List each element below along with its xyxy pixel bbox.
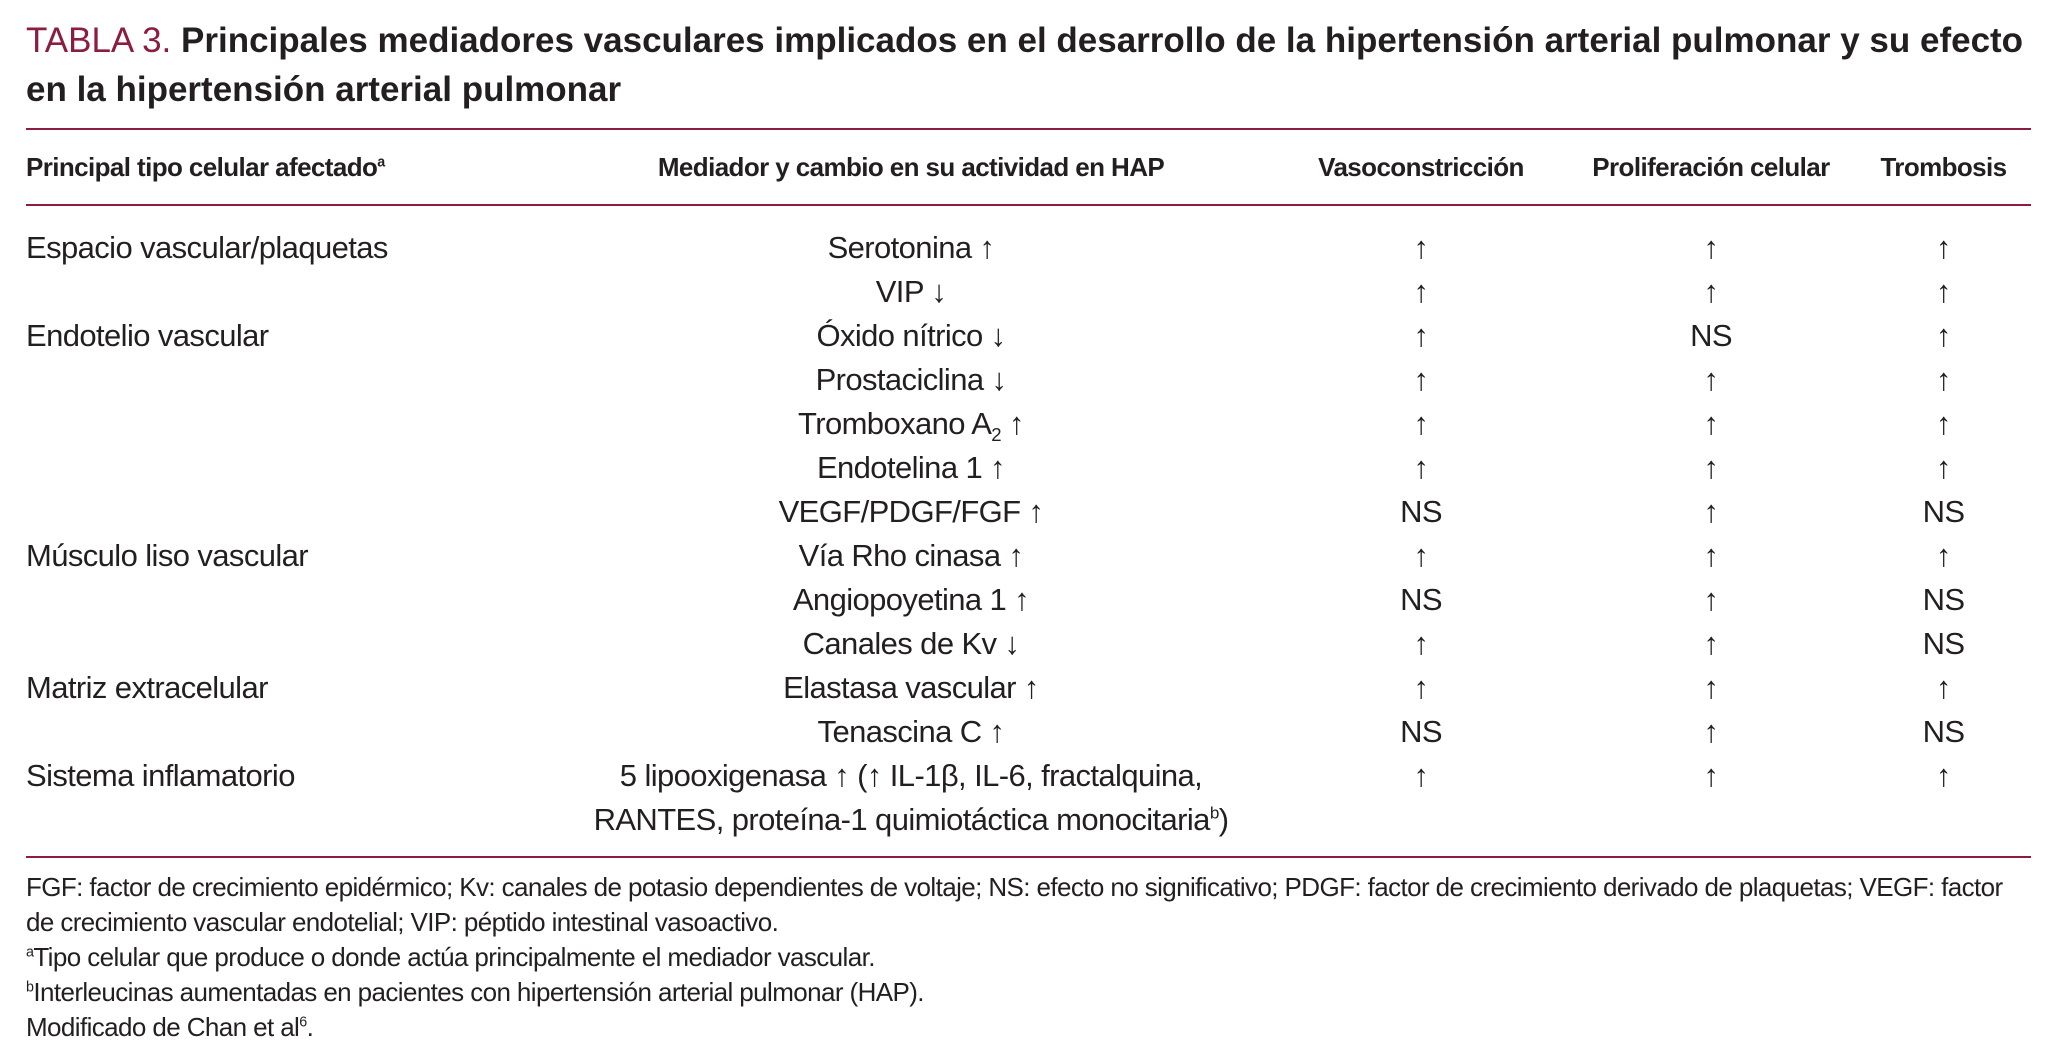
cell-thrombosis: NS — [1922, 582, 1965, 617]
table-row — [26, 710, 2031, 754]
cell-mediator: Serotonina ↑ — [827, 230, 995, 265]
cell-vasoconstriction: ↑ — [1413, 626, 1429, 661]
cell-type: Matriz extracelular — [26, 670, 268, 705]
table-row — [26, 490, 2031, 534]
cell-proliferation: ↑ — [1703, 274, 1719, 309]
cell-type — [26, 446, 546, 490]
cell-thrombosis: NS — [1922, 494, 1965, 529]
table-body — [26, 205, 2031, 857]
cell-mediator: Angiopoyetina 1 ↑ — [792, 582, 1030, 617]
cell-thrombosis: ↑ — [1936, 318, 1951, 353]
cell-thrombosis: ↑ — [1936, 274, 1951, 309]
cell-vasoconstriction: ↑ — [1413, 450, 1429, 485]
cell-mediator: 5 lipooxigenasa ↑ (↑ IL-1β, IL-6, fractalquina, RANTES, proteína-1 quimiotáctica monocitaria$^b$) — [593, 758, 1229, 837]
cell-type: Espacio vascular/plaquetas — [26, 230, 388, 265]
cell-vasoconstriction: NS — [1400, 582, 1442, 617]
table-footnotes — [26, 870, 2031, 1045]
mediators-table — [26, 130, 2031, 858]
cell-proliferation: ↑ — [1703, 494, 1719, 529]
cell-mediator: Canales de Kv ↓ — [802, 626, 1020, 661]
cell-mediator: VEGF/PDGF/FGF ↑ — [778, 494, 1044, 529]
cell-type — [26, 578, 546, 622]
table-row — [26, 754, 2031, 857]
cell-proliferation: ↑ — [1703, 582, 1719, 617]
footnote-abbreviations: FGF: factor de crecimiento epidérmico; Kv: canales de potasio dependientes de voltaje; NS: efecto no significativo; PDGF: factor de crecimiento derivado de plaquetas; VEGF: factor de crecimiento vascular endotelial; VIP: péptido intestinal vasoactivo. — [26, 872, 2003, 937]
cell-thrombosis: NS — [1922, 714, 1965, 749]
cell-proliferation: ↑ — [1703, 362, 1719, 397]
cell-type — [26, 622, 546, 666]
cell-vasoconstriction: ↑ — [1413, 670, 1429, 705]
cell-proliferation: ↑ — [1703, 758, 1719, 793]
cell-proliferation: ↑ — [1703, 538, 1719, 573]
cell-mediator: Vía Rho cinasa ↑ — [798, 538, 1024, 573]
table-row — [26, 314, 2031, 358]
footnote-a: $^a$Tipo celular que produce o donde actúa principalmente el mediador vascular. — [26, 942, 875, 972]
footnote-source: Modificado de Chan et $al^6$. — [26, 1012, 314, 1042]
cell-mediator: Tenascina C ↑ — [817, 714, 1005, 749]
header-vasoconstriction: Vasoconstricción — [1318, 151, 1524, 182]
table-row — [26, 402, 2031, 446]
table-row — [26, 270, 2031, 314]
cell-type: Músculo liso vascular — [26, 538, 309, 573]
cell-mediator: Prostaciclina ↓ — [815, 362, 1007, 397]
cell-proliferation: NS — [1690, 318, 1732, 353]
cell-vasoconstriction: ↑ — [1413, 538, 1429, 573]
cell-thrombosis: NS — [1922, 626, 1965, 661]
cell-vasoconstriction: ↑ — [1413, 406, 1429, 441]
header-cell-type: Principal tipo celular afectado$^a$ — [26, 151, 385, 182]
cell-type: Endotelio vascular — [26, 318, 269, 353]
cell-type: Sistema inflamatorio — [26, 758, 295, 793]
header-thrombosis: Trombosis — [1880, 151, 2007, 182]
table-header — [26, 130, 2031, 205]
table-row — [26, 205, 2031, 270]
cell-mediator: Óxido nítrico ↓ — [816, 318, 1006, 353]
cell-mediator: VIP ↓ — [875, 274, 947, 309]
cell-type — [26, 402, 546, 446]
cell-proliferation: ↑ — [1703, 450, 1719, 485]
cell-thrombosis: ↑ — [1936, 670, 1951, 705]
footnote-b: $^b$Interleucinas aumentadas en pacientes con hipertensión arterial pulmonar (HAP). — [26, 977, 924, 1007]
cell-type — [26, 358, 546, 402]
table-row — [26, 446, 2031, 490]
table-label: TABLA 3. — [26, 21, 172, 60]
cell-proliferation: ↑ — [1703, 626, 1719, 661]
cell-vasoconstriction: ↑ — [1413, 362, 1429, 397]
cell-mediator: Endotelina 1 ↑ — [816, 450, 1006, 485]
cell-vasoconstriction: ↑ — [1413, 758, 1429, 793]
cell-proliferation: ↑ — [1703, 714, 1719, 749]
table-row — [26, 578, 2031, 622]
cell-thrombosis: ↑ — [1936, 230, 1951, 265]
cell-type — [26, 490, 546, 534]
table-row — [26, 666, 2031, 710]
cell-vasoconstriction: ↑ — [1413, 274, 1429, 309]
cell-thrombosis: ↑ — [1936, 450, 1951, 485]
cell-proliferation: ↑ — [1703, 670, 1719, 705]
header-proliferation: Proliferación celular — [1592, 151, 1830, 182]
table-row — [26, 534, 2031, 578]
cell-thrombosis: ↑ — [1936, 362, 1951, 397]
table-title — [26, 16, 2031, 114]
cell-vasoconstriction: NS — [1400, 714, 1442, 749]
cell-thrombosis: ↑ — [1936, 758, 1951, 793]
cell-vasoconstriction: ↑ — [1413, 318, 1429, 353]
cell-proliferation: ↑ — [1703, 230, 1719, 265]
cell-mediator: Tromboxano $A_2$ ↑ — [798, 406, 1024, 446]
header-mediator: Mediador y cambio en su actividad en HAP — [657, 151, 1165, 182]
table-page — [26, 16, 2031, 1045]
cell-mediator: Elastasa vascular ↑ — [783, 670, 1039, 705]
cell-thrombosis: ↑ — [1936, 406, 1951, 441]
table-caption: Principales mediadores vasculares implicados en el desarrollo de la hipertensión arterial pulmonar y su efecto en la hipertensión arterial pulmonar — [26, 21, 2024, 109]
cell-thrombosis: ↑ — [1936, 538, 1951, 573]
cell-type — [26, 270, 546, 314]
cell-proliferation: ↑ — [1703, 406, 1719, 441]
cell-vasoconstriction: ↑ — [1413, 230, 1429, 265]
cell-type — [26, 710, 546, 754]
table-row — [26, 358, 2031, 402]
cell-vasoconstriction: NS — [1400, 494, 1442, 529]
table-row — [26, 622, 2031, 666]
header-row — [26, 130, 2031, 205]
